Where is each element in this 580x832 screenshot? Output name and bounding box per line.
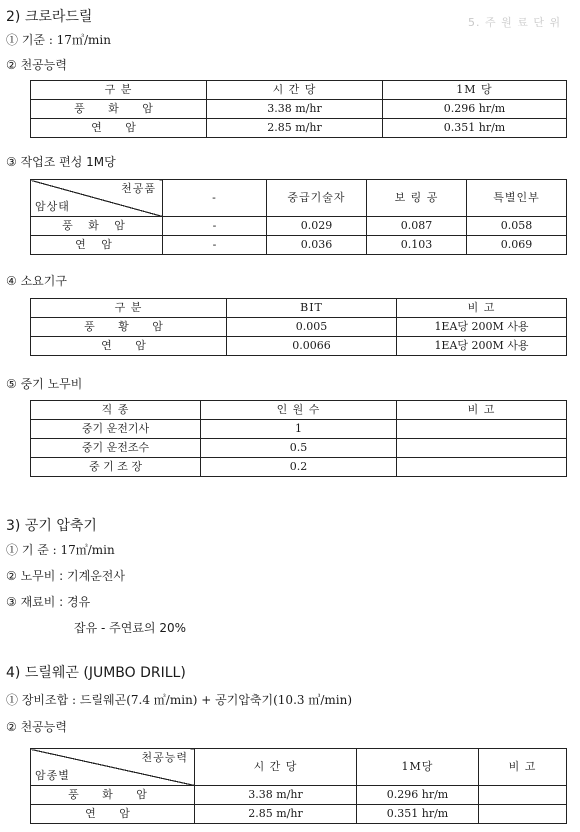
table-row: [31, 337, 567, 356]
table-cell: [479, 805, 567, 824]
table-cell: 1EA당 200M 사용: [397, 318, 567, 337]
table-cell: 풍 화 암: [31, 217, 163, 236]
table-header-row: [31, 401, 567, 420]
table-cell: [397, 420, 567, 439]
diagonal-header-cell: [31, 749, 195, 786]
table-cell: 3.38 m/hr: [207, 100, 383, 119]
header-cell: 1M당: [357, 749, 479, 786]
table-cell: 중기 운전조수: [31, 439, 201, 458]
equipment-labor-table: [30, 400, 567, 477]
table-cell: [397, 458, 567, 477]
table-cell: 0.296 hr/m: [383, 100, 567, 119]
table-cell: -: [163, 217, 267, 236]
table-cell: 0.005: [227, 318, 397, 337]
item-compressor-standard: ① 기 준 : 17㎥/min: [6, 543, 115, 557]
table-cell: 연 암: [31, 236, 163, 255]
header-cell: 보 링 공: [367, 180, 467, 217]
table-row: [31, 786, 567, 805]
table-row: [31, 217, 567, 236]
table-row: [31, 805, 567, 824]
table-header-row: [31, 749, 567, 786]
diagonal-header-cell: [31, 180, 163, 217]
table-cell: 풍 화 암: [31, 100, 207, 119]
item-required-tools: ④ 소요기구: [6, 274, 67, 288]
header-cell: -: [163, 180, 267, 217]
table-cell: 연 암: [31, 119, 207, 138]
table-row: [31, 439, 567, 458]
table-row: [31, 420, 567, 439]
header-cell: 1M 당: [383, 81, 567, 100]
table-cell: [397, 439, 567, 458]
table-cell: 풍 화 암: [31, 786, 195, 805]
section-title-jumbo-drill: 4) 드릴웨곤 (JUMBO DRILL): [6, 665, 186, 681]
table-cell: 중 기 조 장: [31, 458, 201, 477]
item-crew-composition: ③ 작업조 편성 1M당: [6, 155, 116, 169]
table-cell: 0.036: [267, 236, 367, 255]
table-cell: 0.087: [367, 217, 467, 236]
section-title-air-compressor: 3) 공기 압축기: [6, 518, 97, 534]
table-cell: 1EA당 200M 사용: [397, 337, 567, 356]
header-cell: 시 간 당: [207, 81, 383, 100]
header-cell: 시 간 당: [195, 749, 357, 786]
header-cell: BIT: [227, 299, 397, 318]
table-cell: 0.058: [467, 217, 567, 236]
diag-top-label: 천공품: [121, 182, 156, 195]
table-cell: 2.85 m/hr: [195, 805, 357, 824]
table-cell: 0.296 hr/m: [357, 786, 479, 805]
table-cell: 1: [201, 420, 397, 439]
item-compressor-misc-oil: 잡유 - 주연료의 20%: [74, 621, 186, 635]
header-cell: 구 분: [31, 299, 227, 318]
table-header-row: [31, 180, 567, 217]
table-cell: 0.029: [267, 217, 367, 236]
table-cell: 0.0066: [227, 337, 397, 356]
header-cell: 구 분: [31, 81, 207, 100]
jumbo-drilling-capacity-table: [30, 748, 567, 824]
crew-composition-table: [30, 179, 567, 255]
header-cell: 특별인부: [467, 180, 567, 217]
header-cell: 중급기술자: [267, 180, 367, 217]
bleed-through-text: 5. 주 원 료 단 위: [468, 16, 562, 29]
table-cell: 2.85 m/hr: [207, 119, 383, 138]
table-row: [31, 100, 567, 119]
item-jumbo-drilling-capacity: ② 천공능력: [6, 720, 67, 734]
section-title-crawler-drill: 2) 크로라드릴: [6, 9, 93, 25]
table-cell: 0.069: [467, 236, 567, 255]
table-cell: 중기 운전기사: [31, 420, 201, 439]
header-cell: 인 원 수: [201, 401, 397, 420]
table-cell: [479, 786, 567, 805]
header-cell: 비 고: [397, 299, 567, 318]
table-row: [31, 236, 567, 255]
required-tools-table: [30, 298, 567, 356]
table-row: [31, 318, 567, 337]
diag-bottom-label: 암종별: [35, 769, 70, 782]
table-header-row: [31, 81, 567, 100]
table-cell: 연 암: [31, 805, 195, 824]
table-header-row: [31, 299, 567, 318]
header-cell: 비 고: [397, 401, 567, 420]
table-cell: 연 암: [31, 337, 227, 356]
table-cell: 0.351 hr/m: [383, 119, 567, 138]
table-cell: 3.38 m/hr: [195, 786, 357, 805]
table-row: [31, 458, 567, 477]
table-cell: 0.5: [201, 439, 397, 458]
diag-bottom-label: 암상태: [35, 200, 70, 213]
diag-top-label: 천공능력: [141, 751, 188, 764]
item-standard: ① 기준 : 17㎥/min: [6, 33, 111, 47]
item-drilling-capacity: ② 천공능력: [6, 58, 67, 72]
table-cell: 풍 황 암: [31, 318, 227, 337]
table-cell: 0.103: [367, 236, 467, 255]
table-row: [31, 119, 567, 138]
item-equipment-combination: ① 장비조합 : 드릴웨곤(7.4 ㎥/min) + 공기압축기(10.3 ㎥/min): [6, 693, 353, 707]
table-cell: 0.2: [201, 458, 397, 477]
item-compressor-material: ③ 재료비 : 경유: [6, 595, 91, 609]
table-cell: -: [163, 236, 267, 255]
item-compressor-labor: ② 노무비 : 기계운전사: [6, 569, 125, 583]
header-cell: 직 종: [31, 401, 201, 420]
drilling-capacity-table: [30, 80, 567, 138]
item-equipment-labor: ⑤ 중기 노무비: [6, 377, 83, 391]
table-cell: 0.351 hr/m: [357, 805, 479, 824]
header-cell: 비 고: [479, 749, 567, 786]
